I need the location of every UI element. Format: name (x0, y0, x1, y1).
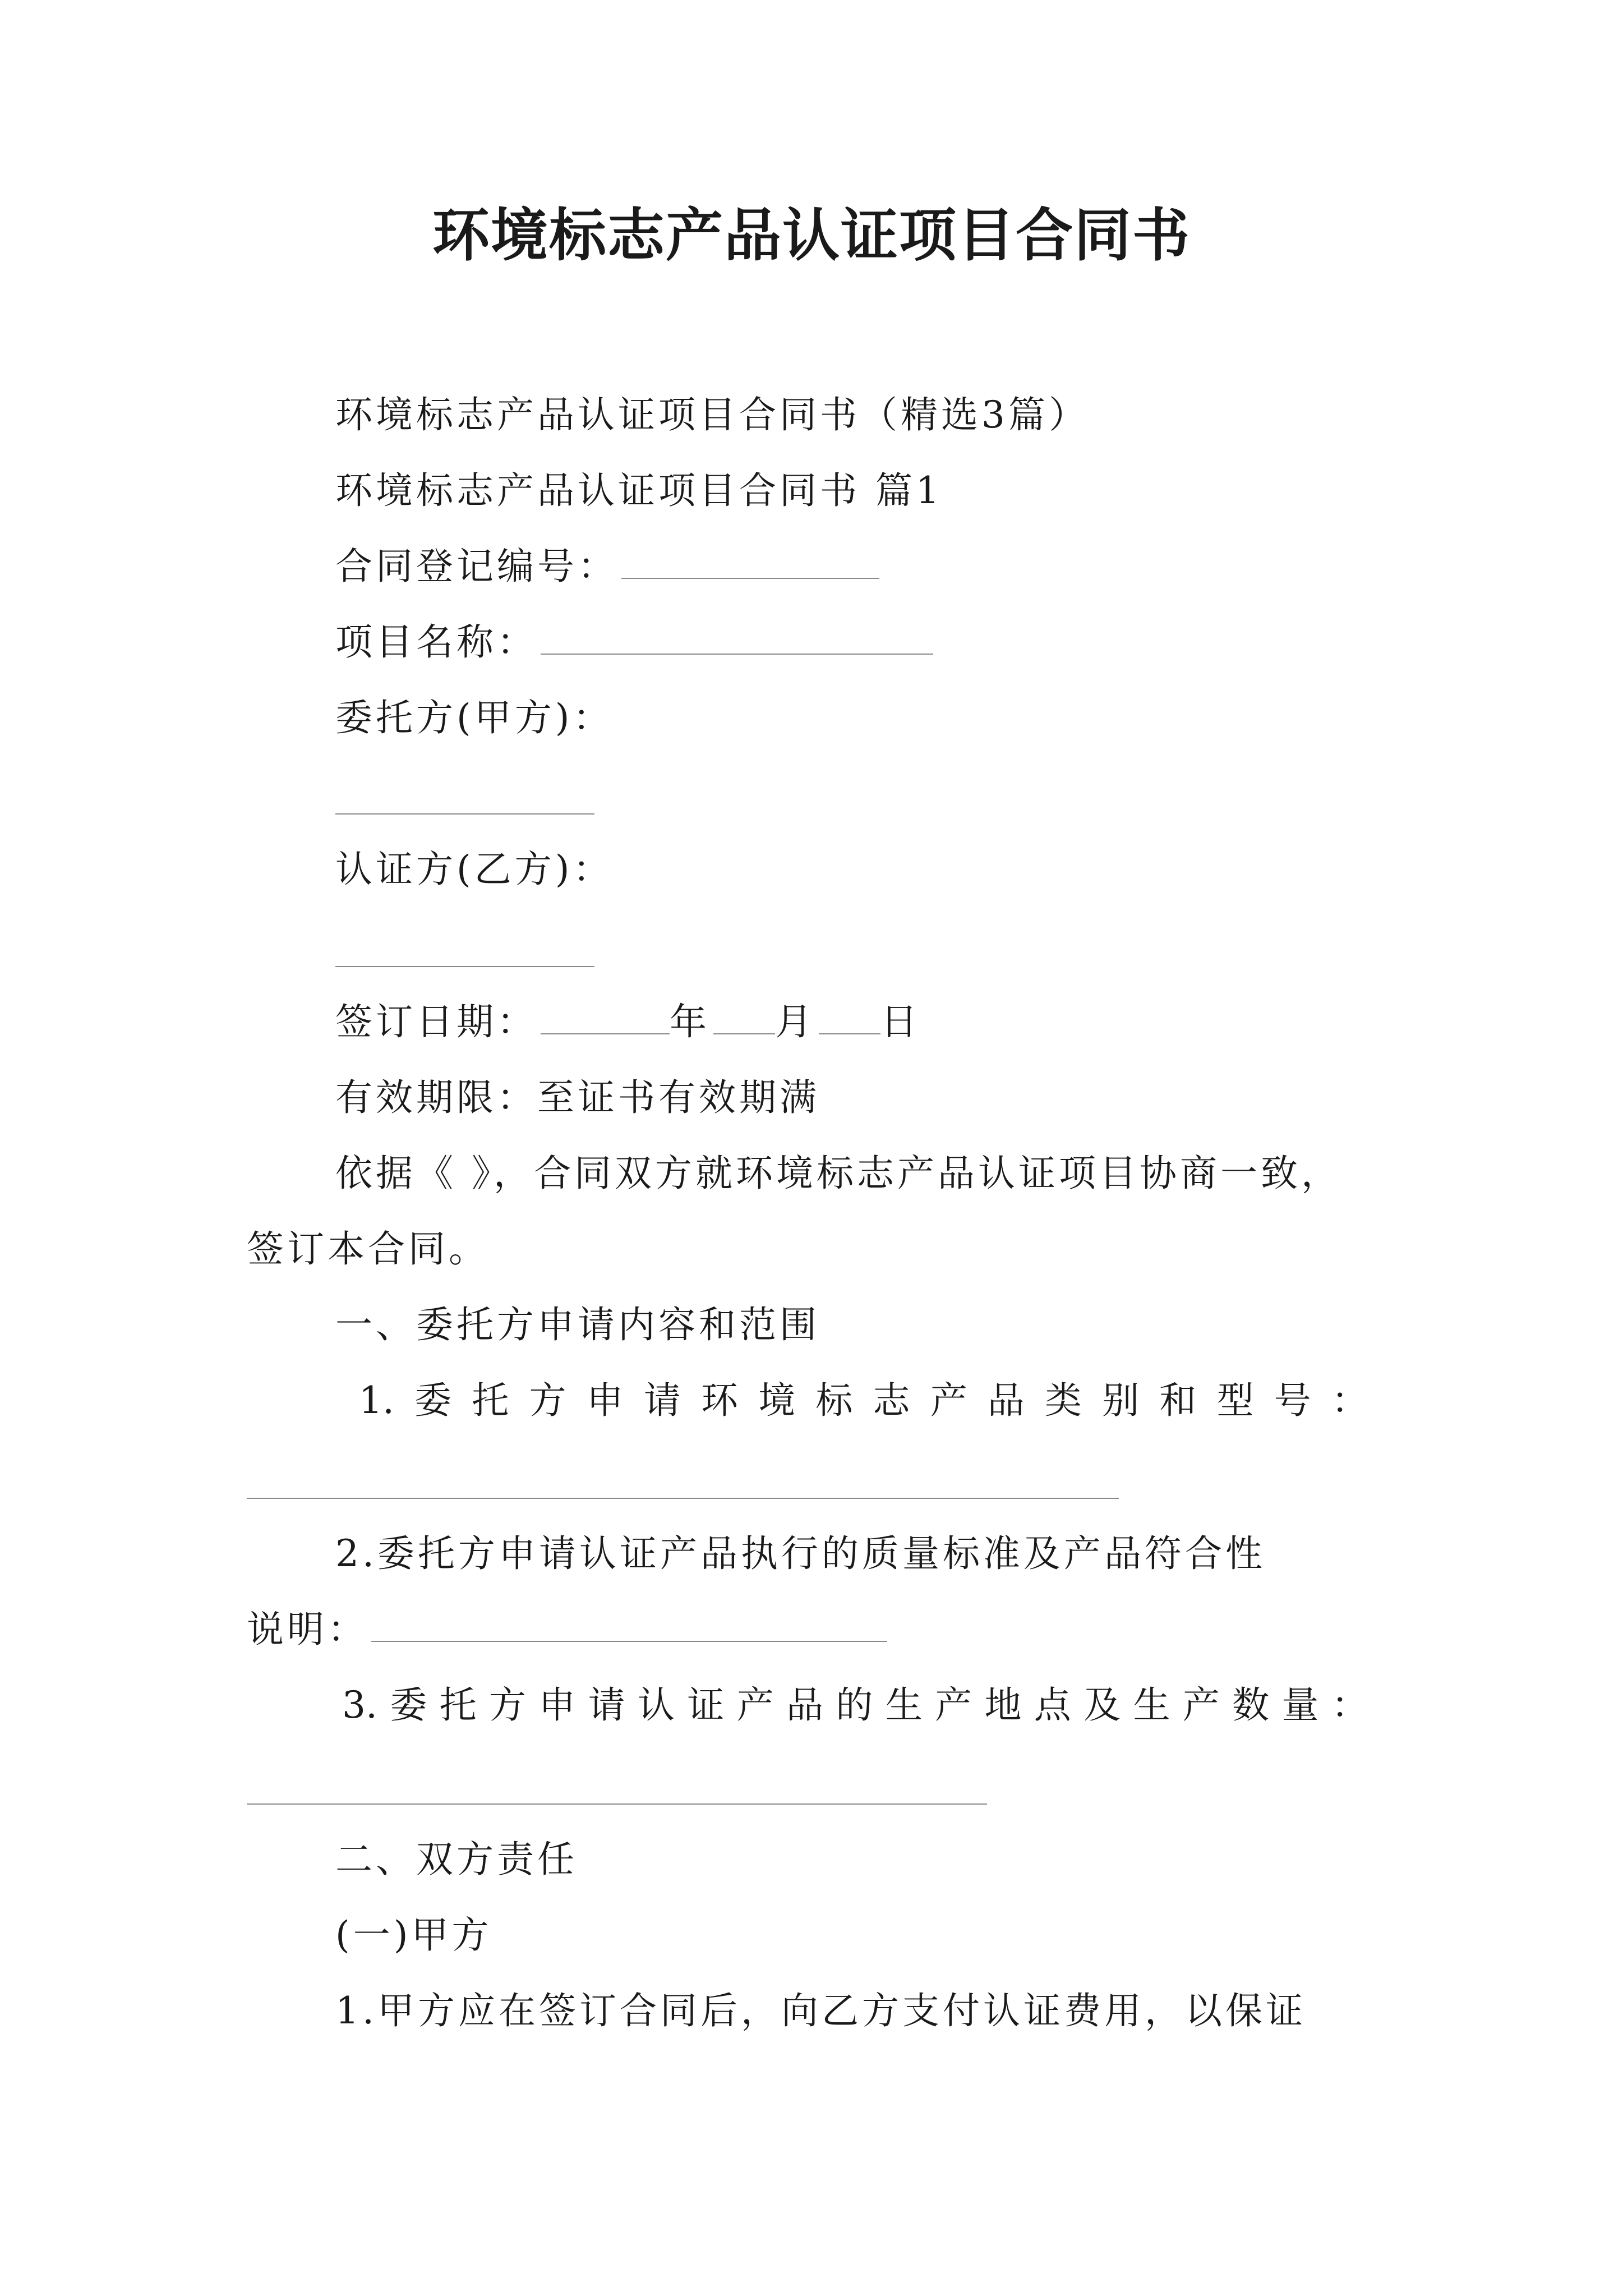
item3-line (342, 1680, 1368, 1731)
item3-char: 认 (638, 1683, 675, 1727)
item1-char: ： (1331, 1379, 1368, 1422)
registration-no-label: 合同登记编号： (335, 545, 618, 588)
item1-char: 境 (758, 1379, 796, 1422)
document-title: 环境标志产品认证项目合同书 (432, 202, 1191, 269)
item3-char: 的 (836, 1683, 873, 1727)
project-name-label: 项目名称： (335, 620, 537, 664)
month-label: 月 (775, 1000, 815, 1043)
item1-char: 产 (930, 1379, 967, 1422)
item1-char: 类 (1045, 1379, 1082, 1422)
item1-char: 号 (1274, 1379, 1311, 1422)
item1-char: 方 (529, 1379, 566, 1422)
intro-line-2: 签订本合同。 (247, 1227, 489, 1271)
duty-1: 1.甲方应在签订合同后，向乙方支付认证费用，以保证 (335, 1989, 1306, 2032)
project-name-blank[interactable] (541, 619, 933, 655)
item3-char: 地 (984, 1683, 1022, 1727)
item1-char: 托 (472, 1379, 509, 1422)
subtitle: 环境标志产品认证项目合同书（精选3篇） (335, 393, 1089, 436)
section-heading: 环境标志产品认证项目合同书 篇1 (335, 469, 943, 512)
cert-party-label: 认证方(乙方)： (335, 848, 614, 891)
item3-char: 3. (342, 1683, 377, 1727)
registration-no-blank[interactable] (621, 543, 879, 579)
item2-line-2 (247, 1604, 887, 1655)
item3-char: 申 (538, 1683, 576, 1727)
item3-char: 产 (935, 1683, 972, 1727)
section1-title: 一、委托方申请内容和范围 (335, 1303, 820, 1346)
year-blank[interactable] (541, 999, 670, 1034)
item3-char: 产 (736, 1683, 774, 1727)
item1-char: 志 (873, 1379, 910, 1422)
item1-char: 1. (359, 1379, 394, 1422)
item1-char: 标 (815, 1379, 853, 1422)
item3-char: 证 (687, 1683, 725, 1727)
item1-char: 请 (643, 1379, 681, 1422)
item3-char: 品 (786, 1683, 824, 1727)
party-a-heading: (一)甲方 (335, 1913, 492, 1957)
item3-blank[interactable] (247, 1803, 987, 1805)
item3-char: 托 (439, 1683, 477, 1727)
item1-char: 和 (1159, 1379, 1197, 1422)
item2-blank[interactable] (371, 1606, 887, 1642)
item3-char: 数 (1232, 1683, 1270, 1727)
item3-char: 产 (1182, 1683, 1220, 1727)
item1-blank[interactable] (247, 1498, 1119, 1499)
item3-char: 及 (1083, 1683, 1121, 1727)
item3-char: 委 (390, 1683, 427, 1727)
item2-line-1: 2.委托方申请认证产品执行的质量标准及产品符合性 (335, 1532, 1266, 1575)
cert-party-blank[interactable] (335, 966, 594, 967)
item3-char: 请 (588, 1683, 625, 1727)
item3-char: 量 (1281, 1683, 1319, 1727)
item3-char: 方 (489, 1683, 527, 1727)
registration-no-row (335, 541, 879, 592)
day-label: 日 (880, 1000, 921, 1043)
item1-char: 别 (1102, 1379, 1140, 1422)
month-blank[interactable] (713, 999, 775, 1034)
item3-char: ： (1331, 1683, 1368, 1727)
client-party-label: 委托方(甲方)： (335, 696, 614, 739)
year-label: 年 (670, 1000, 710, 1043)
item1-line (359, 1375, 1368, 1426)
validity: 有效期限：至证书有效期满 (335, 1076, 820, 1119)
item3-char: 生 (1133, 1683, 1170, 1727)
item1-char: 委 (414, 1379, 452, 1422)
item1-char: 型 (1216, 1379, 1254, 1422)
item1-char: 环 (701, 1379, 739, 1422)
item1-char: 申 (586, 1379, 624, 1422)
day-blank[interactable] (819, 999, 880, 1034)
intro-line-1: 依据《 》，合同双方就环境标志产品认证项目协商一致， (335, 1152, 1341, 1195)
sign-date-row (335, 997, 921, 1047)
sign-date-label: 签订日期： (335, 1000, 537, 1043)
item1-char: 品 (987, 1379, 1025, 1422)
section2-title: 二、双方责任 (335, 1838, 578, 1881)
item3-char: 点 (1034, 1683, 1071, 1727)
item3-char: 生 (885, 1683, 923, 1727)
item2-label: 说明： (247, 1608, 368, 1651)
project-name-row (335, 617, 933, 668)
client-party-blank[interactable] (335, 813, 594, 815)
